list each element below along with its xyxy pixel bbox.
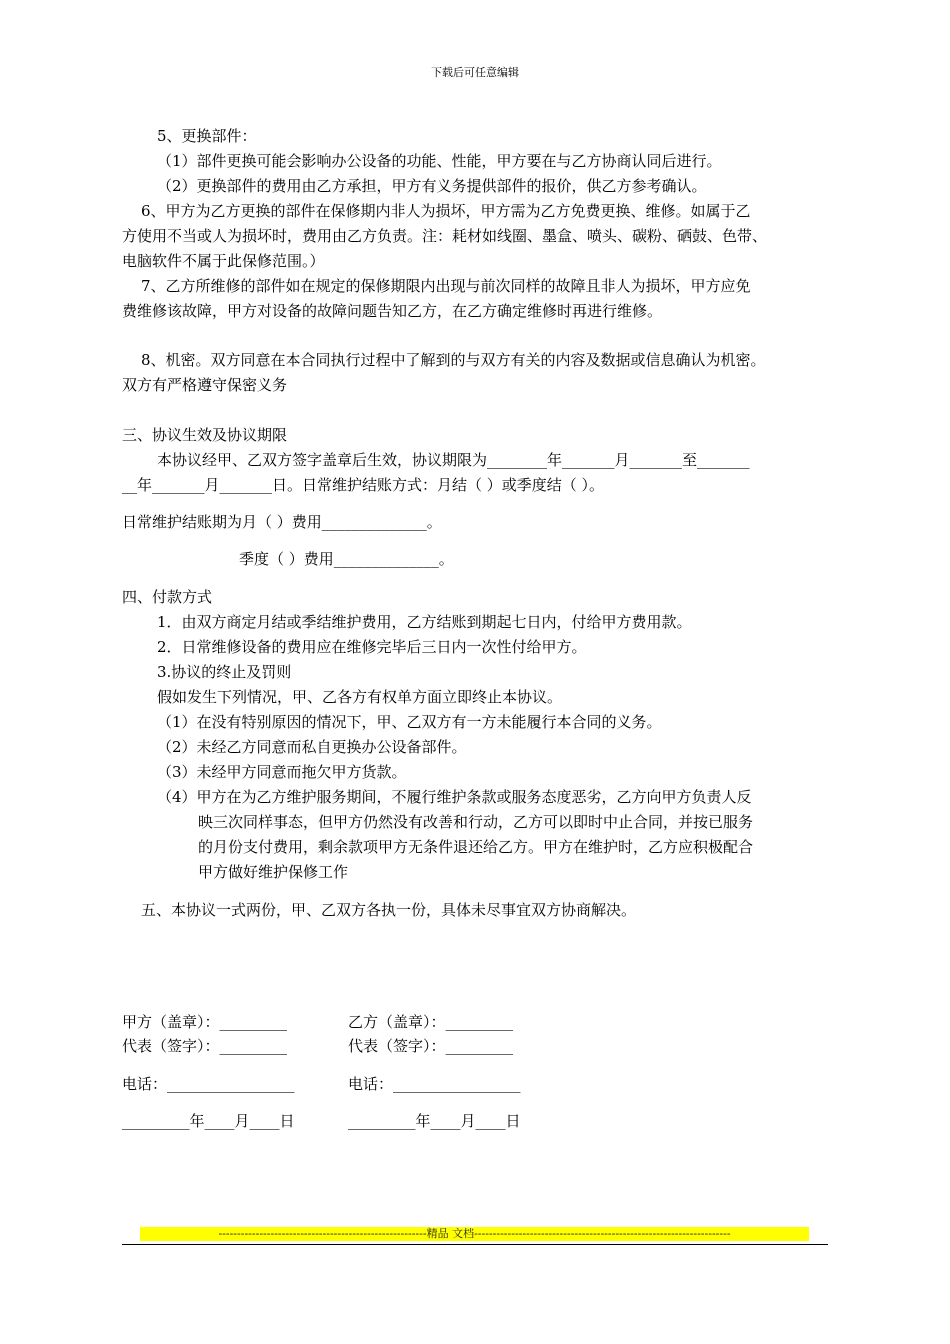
clause-7-line-1: 7、乙方所维修的部件如在规定的保修期限内出现与前次同样的故障且非人为损坏，甲方应免	[141, 277, 751, 295]
termination-item-1: （1）在没有特别原因的情况下，甲、乙双方有一方未能履行本合同的义务。	[157, 713, 662, 731]
quarterly-fee-line: 季度（ ）费用______________。	[239, 550, 454, 568]
termination-heading: 3.协议的终止及罚则	[157, 663, 292, 681]
termination-item-4-line-2: 映三次同样事态，但甲方仍然没有改善和行动，乙方可以即时中止合同，并按已服务	[198, 813, 754, 831]
termination-item-4-line-3: 的月份支付费用，剩余款项甲方无条件退还给乙方。甲方在维护时，乙方应积极配合	[198, 838, 754, 856]
clause-5-item-1: （1）部件更换可能会影响办公设备的功能、性能，甲方要在与乙方协商认同后进行。	[157, 152, 722, 170]
footer-banner: --------------------------------------------------------精品 文档---------------------------------------------------------------------	[140, 1227, 809, 1241]
footer-divider	[122, 1244, 828, 1245]
section-4-heading: 四、付款方式	[122, 588, 213, 606]
payment-item-1: 1．由双方商定月结或季结维护费用，乙方结账到期起七日内，付给甲方费用款。	[157, 613, 692, 631]
termination-item-4-line-4: 甲方做好维护保修工作	[198, 863, 349, 881]
clause-7-line-2: 费维修该故障，甲方对设备的故障问题告知乙方，在乙方确定维修时再进行维修。	[122, 302, 663, 320]
termination-item-2: （2）未经乙方同意而私自更换办公设备部件。	[157, 738, 467, 756]
termination-item-3: （3）未经甲方同意而拖欠甲方货款。	[157, 763, 407, 781]
page-header: 下载后可任意编辑	[431, 66, 519, 79]
section-3-heading: 三、协议生效及协议期限	[122, 426, 288, 444]
party-a-date: _________年____月____日	[122, 1112, 295, 1130]
clause-8-line-2: 双方有严格遵守保密义务	[122, 376, 288, 394]
party-b-seal: 乙方（盖章）：_________	[348, 1013, 514, 1031]
section-3-line-1: 本协议经甲、乙双方签字盖章后生效，协议期限为________年_______月_______至_______	[157, 451, 750, 469]
section-3-line-2: __年_______月_______日。日常维护结账方式：月结（ ）或季度结（ ）。	[122, 476, 605, 494]
party-a-representative: 代表（签字）：_________	[122, 1037, 288, 1055]
clause-5-item-2: （2）更换部件的费用由乙方承担，甲方有义务提供部件的报价，供乙方参考确认。	[157, 177, 707, 195]
termination-intro: 假如发生下列情况，甲、乙各方有权单方面立即终止本协议。	[157, 688, 563, 706]
clause-6-line-2: 方使用不当或人为损坏时，费用由乙方负责。注：耗材如线圈、墨盒、喷头、碳粉、硒鼓、色带、	[122, 227, 768, 245]
party-a-phone: 电话：_________________	[122, 1075, 295, 1093]
party-b-representative: 代表（签字）：_________	[348, 1037, 514, 1055]
payment-item-2: 2．日常维修设备的费用应在维修完毕后三日内一次性付给甲方。	[157, 638, 587, 656]
clause-6-line-3: 电脑软件不属于此保修范围。）	[122, 252, 325, 270]
party-b-phone: 电话：_________________	[348, 1075, 521, 1093]
monthly-fee-line: 日常维护结账期为月（ ）费用______________。	[122, 513, 442, 531]
clause-6-line-1: 6、甲方为乙方更换的部件在保修期内非人为损坏，甲方需为乙方免费更换、维修。如属于乙	[141, 202, 751, 220]
clause-8-line-1: 8、机密。双方同意在本合同执行过程中了解到的与双方有关的内容及数据或信息确认为机密。	[141, 351, 766, 369]
section-5-text: 五、本协议一式两份，甲、乙双方各执一份，具体未尽事宜双方协商解决。	[141, 901, 637, 919]
clause-5-title: 5、更换部件：	[157, 127, 257, 145]
party-a-seal: 甲方（盖章）：_________	[122, 1013, 288, 1031]
party-b-date: _________年____月____日	[348, 1112, 521, 1130]
termination-item-4-line-1: （4）甲方在为乙方维护服务期间，不履行维护条款或服务态度恶劣，乙方向甲方负责人反	[157, 788, 752, 806]
